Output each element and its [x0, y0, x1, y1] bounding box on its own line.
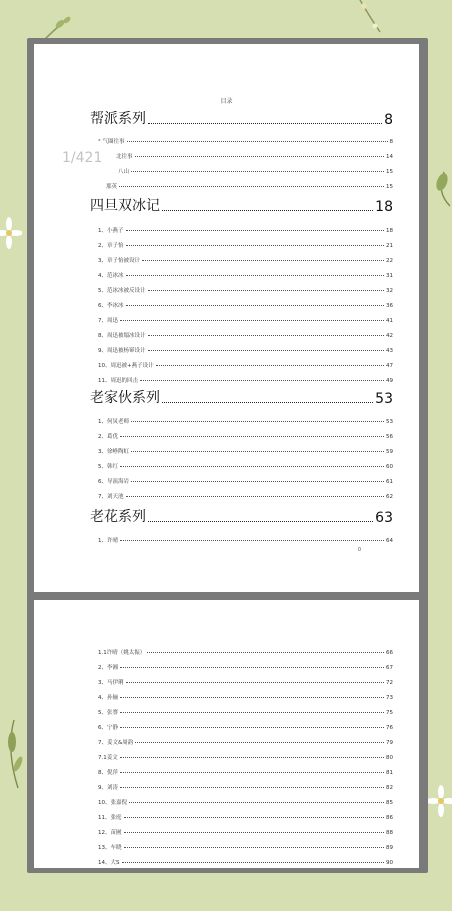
toc-entry-page-number: 21	[386, 243, 393, 249]
toc-entry-page-number: 81	[386, 770, 393, 776]
toc-entry[interactable]	[98, 783, 393, 791]
toc-entry[interactable]	[98, 331, 393, 339]
toc-entry[interactable]	[98, 432, 393, 440]
toc-entry-page-number: 80	[386, 755, 393, 761]
toc-entry-title: 1、何炅老师	[98, 419, 129, 425]
toc-entry[interactable]	[98, 316, 393, 324]
toc-entry-title: 6、宁静	[98, 725, 118, 731]
toc-entry-page-number: 8	[389, 139, 393, 145]
toc-entry-title: 6、李冰冰	[98, 303, 124, 309]
toc-entry-title: 老花系列	[90, 509, 146, 525]
dot-leader	[126, 496, 385, 497]
toc-entry-page-number: 36	[386, 303, 393, 309]
dot-leader	[148, 123, 382, 124]
toc-entry-title: 8、周迅被塌冰设计	[98, 333, 146, 339]
dot-leader	[156, 365, 384, 366]
document-page-1[interactable]	[34, 44, 419, 592]
toc-entry-page-number: 18	[386, 228, 393, 234]
toc-entry-title: 1、许晴	[98, 538, 118, 544]
toc-entry-title: 3、马伊琍	[98, 680, 124, 686]
toc-entry[interactable]	[98, 376, 393, 384]
toc-entry-title: 4、范冰冰	[98, 273, 124, 279]
toc-entry-title: 5、韩红	[98, 464, 118, 470]
dot-leader	[126, 275, 385, 276]
toc-entry[interactable]	[98, 271, 393, 279]
dot-leader	[120, 787, 384, 788]
toc-entry-title: 2、葛优	[98, 434, 118, 440]
toc-entry[interactable]	[118, 167, 393, 175]
toc-entry-page-number: 15	[386, 184, 393, 190]
dot-leader	[148, 335, 385, 336]
dot-leader	[119, 186, 384, 187]
page-footer-number: 0	[357, 547, 361, 553]
toc-entry-page-number: 79	[386, 740, 393, 746]
toc-entry[interactable]	[98, 286, 393, 294]
toc-entry[interactable]	[98, 417, 393, 425]
toc-entry-page-number: 67	[386, 665, 393, 671]
toc-entry[interactable]	[98, 346, 393, 354]
dot-leader	[127, 141, 388, 142]
dot-leader	[142, 260, 384, 261]
toc-entry[interactable]	[98, 361, 393, 369]
dot-leader	[120, 772, 384, 773]
toc-entry[interactable]	[98, 813, 393, 821]
toc-entry-page-number: 66	[386, 650, 393, 656]
toc-entry-title: 那英	[106, 184, 118, 190]
toc-entry-title: 5、范冰冰被反设计	[98, 288, 146, 294]
dot-leader	[120, 727, 384, 728]
toc-entry[interactable]	[98, 447, 393, 455]
daisy-left-icon	[0, 216, 22, 250]
dot-leader	[131, 421, 384, 422]
toc-entry[interactable]	[106, 182, 393, 190]
toc-entry-title: 8、倪萍	[98, 770, 118, 776]
dot-leader	[120, 436, 384, 437]
toc-entry-page-number: 90	[386, 860, 393, 866]
dot-leader	[140, 380, 384, 381]
toc-section-entry[interactable]	[90, 110, 393, 128]
toc-entry-page-number: 60	[386, 464, 393, 470]
toc-entry-page-number: 31	[386, 273, 393, 279]
toc-entry-page-number: 75	[386, 710, 393, 716]
flower-branch-top-right-icon	[350, 0, 390, 34]
dot-leader	[148, 290, 385, 291]
toc-entry[interactable]	[98, 723, 393, 731]
document-page-2[interactable]	[34, 600, 419, 868]
toc-section-entry[interactable]	[90, 508, 393, 526]
dot-leader	[129, 802, 384, 803]
toc-entry-title: 老家伙系列	[90, 390, 160, 406]
dot-leader	[162, 210, 373, 211]
toc-entry[interactable]	[98, 858, 393, 866]
toc-entry[interactable]	[98, 678, 393, 686]
toc-entry-title: 10、张嘉倪	[98, 800, 127, 806]
toc-entry-page-number: 82	[386, 785, 393, 791]
toc-entry-title: 12、苗圃	[98, 830, 122, 836]
toc-heading: 目录	[220, 98, 233, 105]
toc-entry-title: 9、刘涛	[98, 785, 118, 791]
toc-entry-page-number: 53	[375, 391, 393, 407]
toc-entry-title: 四旦双冰记	[90, 198, 160, 214]
toc-entry-page-number: 43	[386, 348, 393, 354]
toc-entry-page-number: 59	[386, 449, 393, 455]
toc-entry-title: 6、导演海岩	[98, 479, 129, 485]
toc-entry[interactable]	[98, 663, 393, 671]
toc-entry-title: 7、姜文&周韵	[98, 740, 134, 746]
dot-leader	[131, 451, 384, 452]
toc-entry[interactable]	[98, 301, 393, 309]
toc-entry-title: 11、张庭	[98, 815, 122, 821]
toc-entry[interactable]	[98, 843, 393, 851]
toc-entry-page-number: 73	[386, 695, 393, 701]
toc-entry[interactable]	[98, 256, 393, 264]
toc-entry-title: 7、周迅	[98, 318, 118, 324]
toc-entry-page-number: 8	[384, 112, 393, 128]
toc-entry-page-number: 14	[386, 154, 393, 160]
toc-entry[interactable]	[98, 137, 393, 145]
dot-leader	[122, 862, 385, 863]
dot-leader	[135, 742, 384, 743]
toc-entry-title: 5、张謇	[98, 710, 118, 716]
toc-entry-page-number: 41	[386, 318, 393, 324]
toc-entry-page-number: 76	[386, 725, 393, 731]
toc-entry-page-number: 61	[386, 479, 393, 485]
toc-entry-page-number: 64	[386, 538, 393, 544]
toc-entry-page-number: 22	[386, 258, 393, 264]
toc-entry-title: ° 气圈往事	[98, 139, 125, 145]
toc-entry-title: 3、章子怡被设计	[98, 258, 140, 264]
dot-leader	[124, 832, 385, 833]
toc-entry-page-number: 72	[386, 680, 393, 686]
dot-leader	[162, 402, 373, 403]
toc-entry-title: 13、车晓	[98, 845, 122, 851]
toc-section-entry[interactable]	[90, 197, 393, 215]
toc-entry-page-number: 56	[386, 434, 393, 440]
dot-leader	[120, 667, 384, 668]
toc-entry-title: 3、徐峥陶虹	[98, 449, 129, 455]
dot-leader	[120, 320, 384, 321]
dot-leader	[148, 350, 385, 351]
toc-entry[interactable]	[98, 492, 393, 500]
toc-entry[interactable]	[98, 693, 393, 701]
toc-entry[interactable]	[98, 648, 393, 656]
toc-entry[interactable]	[98, 768, 393, 776]
toc-entry-page-number: 18	[375, 199, 393, 215]
toc-entry[interactable]	[98, 226, 393, 234]
page-counter: 1/421	[62, 150, 103, 166]
toc-entry-page-number: 15	[386, 169, 393, 175]
toc-entry-title: 9、周迅被杨幂设计	[98, 348, 146, 354]
toc-entry[interactable]	[98, 477, 393, 485]
toc-entry-title: 1.1许晴（姚太振）	[98, 650, 146, 656]
toc-entry-title: 11、周迅的回击	[98, 378, 138, 384]
toc-entry-page-number: 86	[386, 815, 393, 821]
toc-entry-page-number: 62	[386, 494, 393, 500]
toc-entry-page-number: 47	[386, 363, 393, 369]
toc-entry-page-number: 42	[386, 333, 393, 339]
toc-entry-page-number: 49	[386, 378, 393, 384]
dot-leader	[120, 712, 384, 713]
toc-entry[interactable]	[98, 798, 393, 806]
dot-leader	[126, 682, 385, 683]
toc-entry[interactable]	[98, 241, 393, 249]
dot-leader	[131, 171, 384, 172]
toc-entry-title: 10、周迅被+燕子设计	[98, 363, 154, 369]
toc-entry[interactable]	[98, 708, 393, 716]
toc-entry-page-number: 53	[386, 419, 393, 425]
dot-leader	[120, 466, 384, 467]
toc-entry[interactable]	[98, 753, 393, 761]
dot-leader	[120, 757, 384, 758]
toc-entry[interactable]	[98, 738, 393, 746]
toc-entry[interactable]	[116, 152, 393, 160]
dot-leader	[126, 305, 385, 306]
dot-leader	[131, 481, 384, 482]
dot-leader	[126, 245, 385, 246]
toc-entry[interactable]	[98, 536, 393, 544]
leaf-right-icon	[430, 168, 452, 208]
toc-entry-title: 14、大S	[98, 860, 120, 866]
toc-entry-page-number: 89	[386, 845, 393, 851]
toc-entry-title: 帮派系列	[90, 111, 146, 127]
daisy-right-icon	[428, 784, 452, 820]
toc-entry-title: 北往事	[116, 154, 133, 160]
toc-entry-page-number: 88	[386, 830, 393, 836]
toc-entry[interactable]	[98, 828, 393, 836]
toc-entry-title: 2、李湘	[98, 665, 118, 671]
dot-leader	[120, 697, 384, 698]
dot-leader	[126, 230, 385, 231]
toc-entry-page-number: 63	[375, 510, 393, 526]
dot-leader	[120, 540, 384, 541]
toc-entry[interactable]	[98, 462, 393, 470]
toc-entry-title: 7.1姜文	[98, 755, 118, 761]
toc-entry-page-number: 85	[386, 800, 393, 806]
dot-leader	[124, 847, 385, 848]
toc-entry-title: 4、孙俪	[98, 695, 118, 701]
dot-leader	[124, 817, 385, 818]
leaf-left-icon	[0, 720, 26, 790]
dot-leader	[135, 156, 384, 157]
toc-entry-title: 7、刘天池	[98, 494, 124, 500]
dot-leader	[148, 521, 373, 522]
toc-entry-title: 2、章子怡	[98, 243, 124, 249]
toc-section-entry[interactable]	[90, 389, 393, 407]
toc-entry-page-number: 32	[386, 288, 393, 294]
toc-entry-title: 八山	[118, 169, 130, 175]
dot-leader	[147, 652, 384, 653]
toc-entry-title: 1、小燕子	[98, 228, 124, 234]
